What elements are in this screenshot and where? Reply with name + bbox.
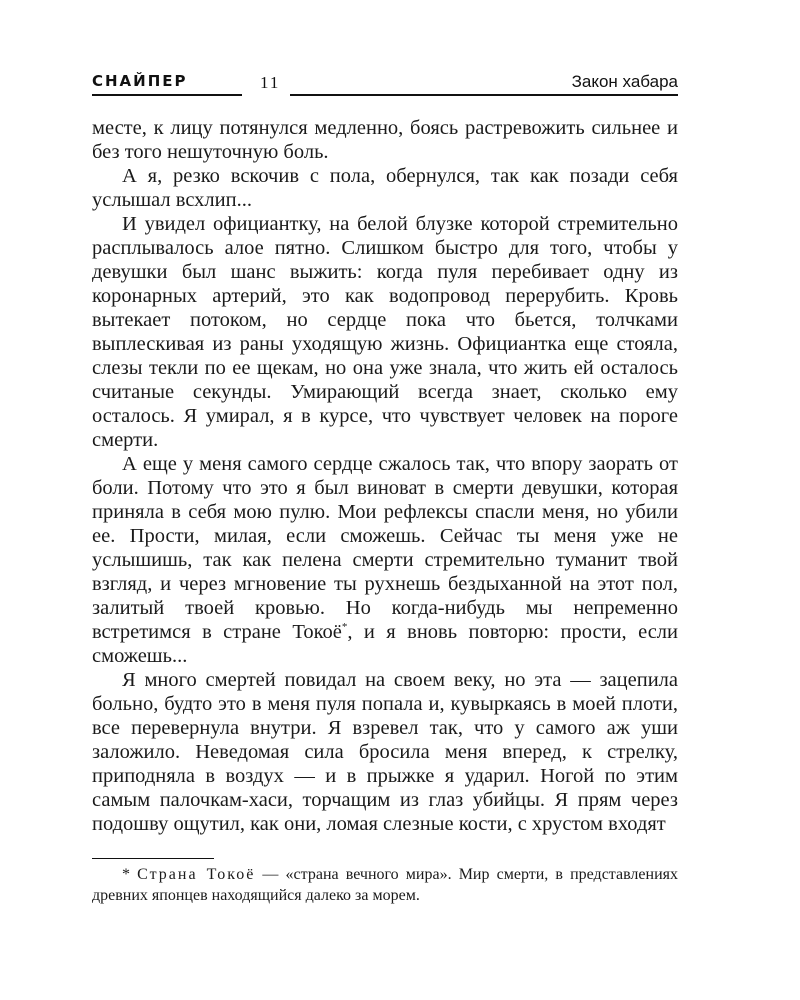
running-header [92, 72, 678, 98]
paragraph-2: А я, резко вскочив с пола, обернулся, так как позади себя услышал всхлип... [92, 165, 678, 211]
book-title: Закон хабара [571, 72, 678, 91]
footnote-text: — «страна вечного мира». Мир смерти, в представлениях древних японцев находящийся далеко за морем. [92, 866, 678, 904]
footnote-body [92, 864, 678, 906]
footnote-mark: * [122, 866, 130, 883]
footnote [92, 864, 678, 906]
series-title: СНАЙПЕР [92, 72, 188, 90]
header-rule-right [290, 94, 678, 96]
footnote-term: Страна Токоё [137, 866, 256, 883]
page-number: 11 [260, 73, 281, 92]
paragraph-4-text-a: А еще у меня самого сердце сжалось так, что впору заорать от боли. Потому что это я был виноват в смерти девушки, которая приняла в себя мою пулю. Мои рефлексы спасли меня, но убили ее. Прости, милая, если сможешь. Сейчас ты меня уже не услышишь, так как пелена смерти стремительно туманит твой взгляд, и через мгновение ты рухнешь бездыханной на этот пол, залитый твоей кровью. Но когда-нибудь мы непременно встретимся в стране Токоё [92, 453, 678, 643]
footnote-divider [92, 858, 214, 859]
paragraph-3: И увидел официантку, на белой блузке которой стремительно расплывалось алое пятно. Слишком быстро для того, чтобы у девушки был шанс выжить: когда пуля перебивает одну из коронарных артерий, это как водопровод перерубить. Кровь вытекает потоком, но сердце пока что бьется, толчками выплескивая из раны уходящую жизнь. Официантка еще стояла, слезы текли по ее щекам, но она уже знала, что жить ей осталось считаные секунды. Умирающий всегда знает, сколько ему осталось. Я умирал, я в курсе, что чувствует человек на пороге смерти. [92, 213, 678, 451]
paragraph-4 [92, 452, 678, 668]
header-rule-left [92, 94, 242, 96]
footnote-reference[interactable]: * [341, 621, 348, 634]
paragraph-1: месте, к лицу потянулся медленно, боясь растревожить сильнее и без того нешуточную боль. [92, 117, 678, 163]
paragraph-5: Я много смертей повидал на своем веку, но эта — зацепила больно, будто это в меня пуля попала и, кувыркаясь в моей плоти, все перевернула внутри. Я взревел так, что у самого аж уши заложило. Неведомая сила бросила меня вперед, к стрелку, приподняла в воздух — и в прыжке я ударил. Ногой по этим самым палочкам-хаси, торчащим из глаз убийцы. Я прям через подошву ощутил, как они, ломая слезные кости, с хрустом входят [92, 669, 678, 835]
paragraph-4-text-b: , и я вновь повторю: прости, если сможешь... [92, 621, 678, 667]
body-text [92, 116, 678, 836]
